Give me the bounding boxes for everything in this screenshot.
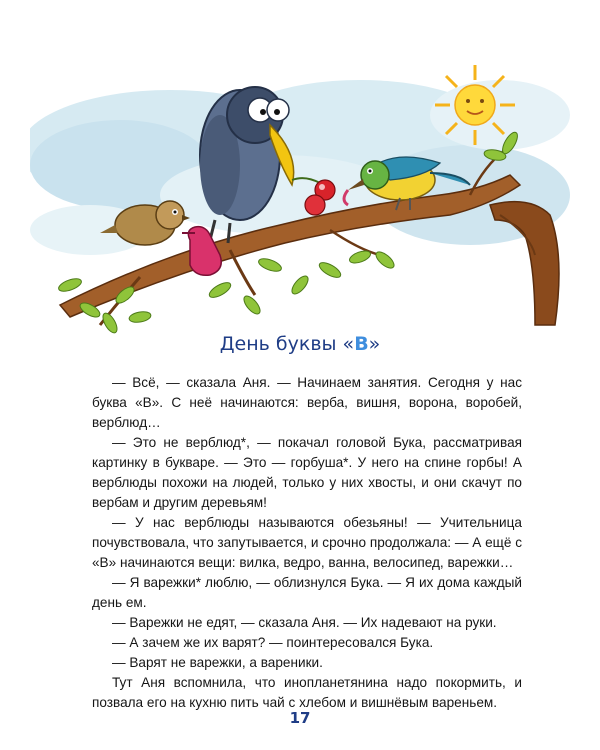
chapter-title-prefix: День буквы « — [219, 333, 355, 355]
paragraph: Тут Аня вспомнила, что инопланетянина надо покормить, и позвала его на кухню пить чай с хлебом и вишнёвым вареньем. — [92, 675, 522, 710]
page-number: 17 — [289, 709, 311, 727]
chapter-title — [0, 333, 600, 355]
paragraph: — А зачем же их варят? — поинтересовался Бука. — [112, 635, 434, 650]
paragraph: — Я варежки* люблю, — облизнулся Бука. — Я их дома каждый день ем. — [92, 575, 522, 610]
paragraph: — Это не верблюд*, — покачал головой Бука, рассматривая картинку в букваре. — Это — горбуша*. У него на спине горбы! А верблюды похожи на людей, только у них хвосты, и они скачут по вербам и другим деревьям! — [92, 435, 522, 510]
chapter-title-letter: В — [354, 333, 369, 355]
paragraph: — Варежки не едят, — сказала Аня. — Их надевают на руки. — [112, 615, 497, 630]
story-text — [92, 373, 522, 713]
sun-icon — [435, 65, 515, 145]
paragraph: — У нас верблюды называются обезьяны! — Учительница почувствовала, что запутывается, и срочно продолжала: — А ещё с «В» начинаются вещи: вилка, ведро, ванна, велосипед, варежки… — [92, 515, 522, 570]
illustration-birds-on-branch — [30, 55, 575, 340]
paragraph: — Варят не варежки, а вареники. — [112, 655, 323, 670]
chapter-title-suffix: » — [368, 333, 381, 355]
paragraph: — Всё, — сказала Аня. — Начинаем занятия. Сегодня у нас буква «В». С неё начинаются: верба, вишня, ворона, воробей, верблюд… — [92, 375, 522, 430]
